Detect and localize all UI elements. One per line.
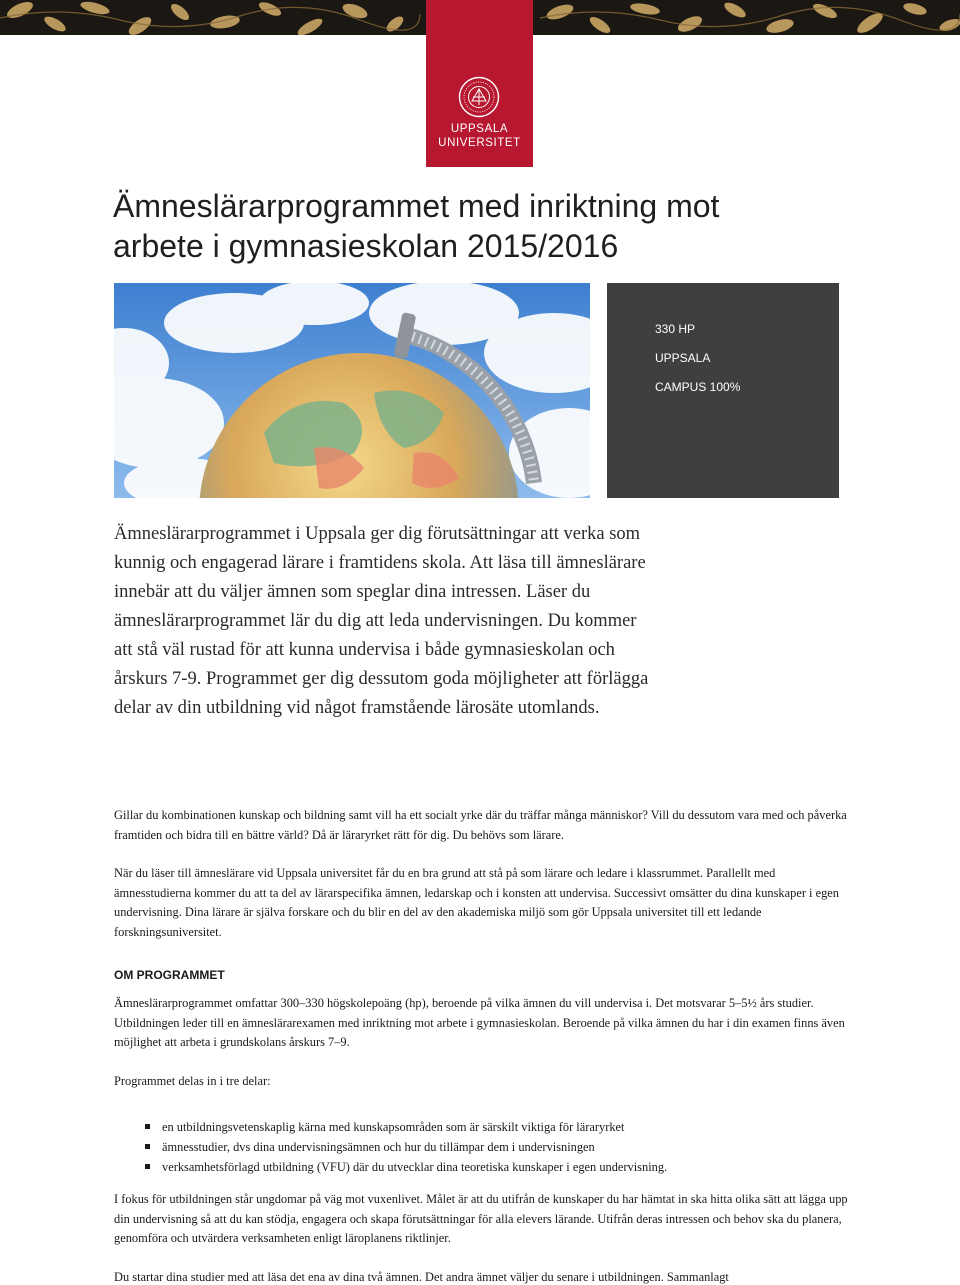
program-parts-list <box>114 1117 854 1177</box>
body-paragraph-5: I fokus för utbildningen står ungdomar på väg mot vuxenlivet. Målet är att du utifrån de kunskaper du har hämtat in ska hitta olika sätt att lägga upp din undervisning så att du kan stödja, engagera och skapa förutsättningar för alla elevers lärande. Utifrån deras intressen och behov ska du planera, genomföra och utvärdera verksamheten enligt läroplanens riktlinjer. <box>114 1192 848 1245</box>
fact-study-form: CAMPUS 100% <box>655 380 741 394</box>
university-seal-icon <box>458 76 500 118</box>
logo-line-1: UPPSALA <box>450 123 509 135</box>
body-paragraph-4: Programmet delas in i tre delar: <box>114 1074 271 1088</box>
body-paragraph-3: Ämneslärarprogrammet omfattar 300–330 högskolepoäng (hp), beroende på vilka ämnen du vill undervisa i. Det motsvarar 5–5½ års studier. Utbildningen leder till en ämneslärarexamen med inriktning mot arbete i gymnasieskolan. Beroende på vilka ämnen du har i din examen finns även möjlighet att arbeta i grundskolans årskurs 7–9. <box>114 996 845 1049</box>
body-paragraph-6: Du startar dina studier med att läsa det ena av dina två ämnen. Det andra ämnet väljer du senare i utbildningen. Sammanlagt <box>114 1270 729 1284</box>
section-heading-about: OM PROGRAMMET <box>114 968 225 982</box>
logo-wordmark <box>426 122 533 150</box>
page-title <box>113 186 813 266</box>
title-line-1: Ämneslärarprogrammet med inriktning mot <box>113 188 720 224</box>
body-paragraph-2: När du läser till ämneslärare vid Uppsala universitet får du en bra grund att stå på som lärare och ledare i klassrummet. Parallellt med ämnesstudierna kommer du att ta del av lärarspecifika ämnen, ledarskap och i konsten att undervisa. Successivt omsätter du dina kunskaper i egen undervisning. Dina lärare är själva forskare och du blir en del av den akademiska miljö som gör Uppsala universitet till ett ledande forskningsuniversitet. <box>114 866 839 939</box>
list-item: en utbildningsvetenskaplig kärna med kunskapsområden som är särskilt viktiga för läraryrket <box>114 1117 854 1137</box>
lead-paragraph: Ämneslärarprogrammet i Uppsala ger dig förutsättningar att verka som kunnig och engagerad lärare i framtidens skola. Att läsa till ämneslärare innebär att du väljer ämnen som speglar dina intressen. Läser du ämneslärarprogrammet lär du dig att leda undervisningen. Du kommer att stå väl rustad för att kunna undervisa i både gymnasieskolan och årskurs 7-9. Programmet ger dig dessutom goda möjligheter att förlägga delar av din utbildning vid något framstående lärosäte utomlands. <box>114 524 649 718</box>
fact-location: UPPSALA <box>655 351 711 365</box>
fact-credits: 330 HP <box>655 322 696 336</box>
title-line-2: arbete i gymnasieskolan 2015/2016 <box>113 228 619 264</box>
logo-line-2: UNIVERSITET <box>438 137 521 149</box>
list-item: verksamhetsförlagd utbildning (VFU) där du utvecklar dina teoretiska kunskaper i egen undervisning. <box>114 1157 854 1177</box>
university-logo <box>426 0 533 167</box>
body-paragraph-1: Gillar du kombinationen kunskap och bildning samt vill ha ett socialt yrke där du träffar många människor? Vill du dessutom vara med och påverka framtiden och bidra till en bättre värld? Då är läraryrket rätt för dig. Du behövs som lärare. <box>114 808 847 842</box>
hero-globe-image <box>114 283 590 498</box>
globe-illustration <box>114 283 590 498</box>
list-item: ämnesstudier, dvs dina undervisningsämnen och hur du tillämpar dem i undervisningen <box>114 1137 854 1157</box>
program-facts-box <box>607 283 839 498</box>
